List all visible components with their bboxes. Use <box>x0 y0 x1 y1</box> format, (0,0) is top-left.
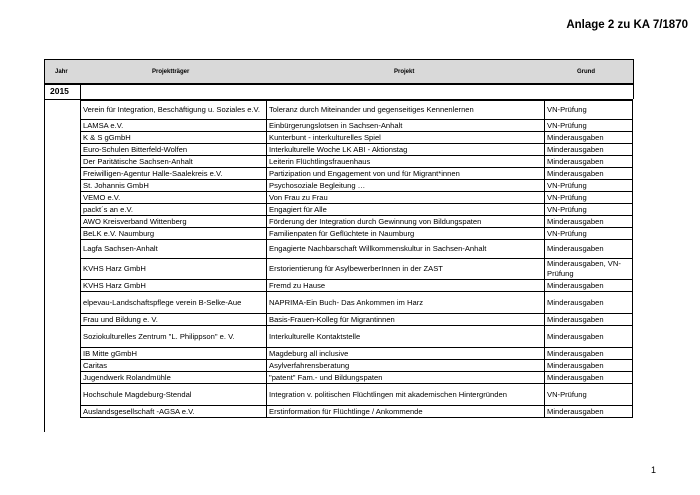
cell-grund: VN-Prüfung <box>545 192 633 204</box>
year-row <box>44 84 633 100</box>
table-row <box>81 348 633 360</box>
cell-grund: Minderausgaben <box>545 406 633 418</box>
cell-traeger: Euro-Schulen Bitterfeld-Wolfen <box>81 144 267 156</box>
cell-traeger: St. Johannis GmbH <box>81 180 267 192</box>
cell-projekt: Erstorientierung für AsylbewerberInnen in der ZAST <box>267 259 545 280</box>
cell-grund: Minderausgaben <box>545 168 633 180</box>
cell-grund: Minderausgaben <box>545 144 633 156</box>
cell-grund: VN-Prüfung <box>545 101 633 120</box>
cell-projekt: Magdeburg all inclusive <box>267 348 545 360</box>
table-row <box>81 144 633 156</box>
cell-traeger: Freiwilligen-Agentur Halle-Saalekreis e.V. <box>81 168 267 180</box>
cell-traeger: Der Paritätische Sachsen-Anhalt <box>81 156 267 168</box>
cell-projekt: Familienpaten für Geflüchtete in Naumburg <box>267 228 545 240</box>
table-row <box>81 406 633 418</box>
cell-projekt: Integration v. politischen Flüchtlingen mit akademischen Hintergründen <box>267 384 545 406</box>
table-header <box>44 59 633 84</box>
right-border <box>633 59 634 99</box>
page-number: 1 <box>650 465 656 475</box>
cell-projekt: Leiterin Flüchtlingsfrauenhaus <box>267 156 545 168</box>
cell-grund: Minderausgaben <box>545 280 633 292</box>
cell-traeger: Frau und Bildung e. V. <box>81 314 267 326</box>
header-projekttraeger: Projektträger <box>152 69 190 75</box>
cell-projekt: Asylverfahrensberatung <box>267 360 545 372</box>
cell-traeger: Lagfa Sachsen-Anhalt <box>81 240 267 259</box>
table-row <box>81 168 633 180</box>
table-row <box>81 180 633 192</box>
cell-grund: Minderausgaben <box>545 132 633 144</box>
cell-projekt: Partizipation und Engagement von und für Migrant*innen <box>267 168 545 180</box>
cell-projekt: Psychosoziale Begleitung … <box>267 180 545 192</box>
table-row <box>81 326 633 348</box>
cell-grund: VN-Prüfung <box>545 180 633 192</box>
cell-grund: Minderausgaben <box>545 240 633 259</box>
cell-traeger: BeLK e.V. Naumburg <box>81 228 267 240</box>
cell-traeger: K & S gGmbH <box>81 132 267 144</box>
document-reference: Anlage 2 zu KA 7/1870 <box>566 19 688 31</box>
table-row <box>81 132 633 144</box>
cell-traeger: Jugendwerk Rolandmühle <box>81 372 267 384</box>
table-row <box>81 280 633 292</box>
left-border-lower <box>44 99 45 432</box>
cell-projekt: NAPRIMA-Ein Buch- Das Ankommen im Harz <box>267 292 545 314</box>
cell-traeger: Soziokulturelles Zentrum "L. Philippson" e. V. <box>81 326 267 348</box>
table-row <box>81 240 633 259</box>
cell-projekt: Von Frau zu Frau <box>267 192 545 204</box>
cell-grund: VN-Prüfung <box>545 228 633 240</box>
year-label: 2015 <box>50 86 69 96</box>
cell-traeger: KVHS Harz GmbH <box>81 259 267 280</box>
cell-projekt: Toleranz durch Miteinander und gegenseitiges Kennenlernen <box>267 101 545 120</box>
cell-grund: Minderausgaben <box>545 314 633 326</box>
cell-traeger: elpevau-Landschaftspflege verein B-Selke-Aue <box>81 292 267 314</box>
cell-projekt: Erstinformation für Flüchtlinge / Ankommende <box>267 406 545 418</box>
cell-traeger: LAMSA e.V. <box>81 120 267 132</box>
header-grund: Grund <box>577 69 595 75</box>
cell-traeger: KVHS Harz GmbH <box>81 280 267 292</box>
cell-projekt: "patent" Fam.- und Bildungspaten <box>267 372 545 384</box>
cell-grund: VN-Prüfung <box>545 120 633 132</box>
cell-projekt: Interkulturelle Woche LK ABI - Aktionstag <box>267 144 545 156</box>
project-table <box>80 100 633 418</box>
table-row <box>81 372 633 384</box>
cell-grund: Minderausgaben <box>545 156 633 168</box>
header-projekt: Projekt <box>394 69 415 75</box>
table-row <box>81 204 633 216</box>
cell-grund: Minderausgaben <box>545 292 633 314</box>
table-row <box>81 120 633 132</box>
cell-traeger: Verein für Integration, Beschäftigung u. Soziales e.V. <box>81 101 267 120</box>
cell-traeger: AWO Kreisverband Wittenberg <box>81 216 267 228</box>
cell-traeger: IB Mitte gGmbH <box>81 348 267 360</box>
cell-traeger: Caritas <box>81 360 267 372</box>
cell-traeger: Hochschule Magdeburg-Stendal <box>81 384 267 406</box>
year-divider <box>80 84 81 99</box>
cell-traeger: VEMO e.V. <box>81 192 267 204</box>
cell-projekt: Basis-Frauen-Kolleg für Migrantinnen <box>267 314 545 326</box>
cell-projekt: Engagiert für Alle <box>267 204 545 216</box>
cell-grund: Minderausgaben, VN-Prüfung <box>545 259 633 280</box>
table-row <box>81 228 633 240</box>
cell-projekt: Fremd zu Hause <box>267 280 545 292</box>
cell-grund: VN-Prüfung <box>545 384 633 406</box>
table-row <box>81 259 633 280</box>
table-row <box>81 360 633 372</box>
cell-projekt: Interkulturelle Kontaktstelle <box>267 326 545 348</box>
table-row <box>81 156 633 168</box>
cell-projekt: Förderung der Integration durch Gewinnung von Bildungspaten <box>267 216 545 228</box>
table-row <box>81 192 633 204</box>
header-jahr: Jahr <box>55 69 68 75</box>
cell-projekt: Kunterbunt - interkulturelles Spiel <box>267 132 545 144</box>
cell-grund: VN-Prüfung <box>545 204 633 216</box>
table-row <box>81 101 633 120</box>
cell-grund: Minderausgaben <box>545 360 633 372</box>
table-row <box>81 292 633 314</box>
cell-grund: Minderausgaben <box>545 216 633 228</box>
table-row <box>81 216 633 228</box>
left-border <box>44 59 45 99</box>
cell-grund: Minderausgaben <box>545 348 633 360</box>
cell-projekt: Einbürgerungslotsen in Sachsen-Anhalt <box>267 120 545 132</box>
table-row <box>81 314 633 326</box>
cell-traeger: packt´s an e.V. <box>81 204 267 216</box>
cell-traeger: Auslandsgesellschaft -AGSA e.V. <box>81 406 267 418</box>
cell-projekt: Engagierte Nachbarschaft Willkommenskultur in Sachsen-Anhalt <box>267 240 545 259</box>
table-row <box>81 384 633 406</box>
cell-grund: Minderausgaben <box>545 372 633 384</box>
cell-grund: Minderausgaben <box>545 326 633 348</box>
